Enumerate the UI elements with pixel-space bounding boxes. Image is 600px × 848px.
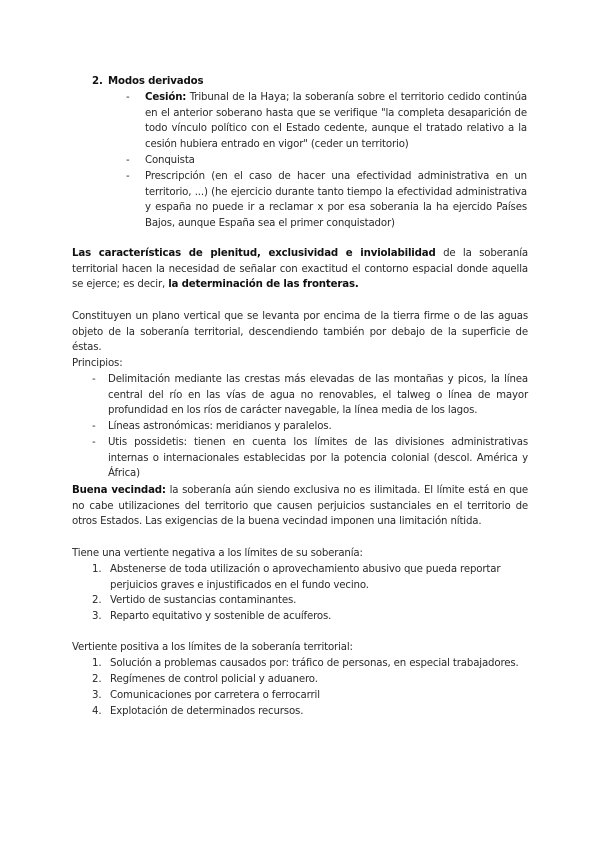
principle-item: Delimitación mediante las crestas más elevadas de las montañas y picos, la línea central del río en las vías de agua no renovables, el talweg o línea de mayor profundidad en los ríos de carácter navegable, la línea media de los lagos. [108,374,528,417]
positive-heading: Vertiente positiva a los límites de la soberanía territorial: [72,642,353,653]
good-neighbor-paragraph: Buena vecindad: la soberanía aún siendo exclusiva no es ilimitada. El límite está en que no cabe utilizaciones del territorio que causen perjuicios sustanciales en el territorio de otros Estados. Las exigencias de la buena vecindad imponen una limitación nítida. [72,485,529,528]
list-bullet: - [126,171,130,182]
list-item-prescripcion: Prescripción (en el caso de hacer una efectividad administrativa en un territorio, ...) (he ejercicio durante tanto tiempo la efectividad administrativa y españa no puede ir a reclamar x por esa soberania la ha ejercido Países Bajos, aunque España sea el primer conquistador) [145,171,527,229]
list-number: 2. [92,674,102,685]
principle-item: Utis possidetis: tienen en cuenta los límites de las divisiones administrativas internas o internacionales establecidas por la potencia colonial (descol. América y África) [108,437,528,480]
negative-heading: Tiene una vertiente negativa a los límites de su soberanía: [72,548,363,559]
principle-item: Líneas astronómicas: meridianos y paralelos. [108,421,332,432]
list-bullet: - [92,437,96,448]
list-number: 3. [92,690,102,701]
positive-item: Regímenes de control policial y aduanero. [110,674,318,685]
list-item-cesion [145,90,527,152]
list-item-conquista: Conquista [145,155,195,166]
cesion-text: Tribunal de la Haya; la soberanía sobre el territorio cedido continúa en el anterior soberano hasta que se verifique "la completa desaparición de todo vínculo político con el Estado cedente, aunque el tratado relativo a la cesión hubiera entrado en vigor" (ceder un territorio) [145,92,527,150]
plane-paragraph: Constituyen un plano vertical que se levanta por encima de la tierra firme o de las aguas objeto de la soberanía territorial, descendiendo también por debajo de la superficie de éstas. [72,311,528,354]
positive-item: Comunicaciones por carretera o ferrocarril [110,690,320,701]
list-number: 1. [92,564,102,575]
negative-item: Reparto equitativo y sostenible de acuíferos. [110,611,332,622]
negative-item: Vertido de sustancias contaminantes. [110,595,297,606]
list-number: 2. [92,595,102,606]
characteristics-paragraph: Las características de plenitud, exclusividad e inviolabilidad de la soberanía territorial hacen la necesidad de señalar con exactitud el contorno espacial donde aquella se ejerce; es decir, la determinación de las fronteras. [72,248,528,291]
positive-item: Solución a problemas causados por: tráfico de personas, en especial trabajadores. [110,658,519,669]
cesion-label: Cesión: [145,92,187,103]
negative-item: Abstenerse de toda utilización o aprovechamiento abusivo que pueda reportar perjuicios graves e injustificados en el fundo vecino. [110,564,501,591]
section-heading [92,74,103,90]
section-title: Modos derivados [108,76,204,87]
list-bullet: - [126,155,130,166]
principles-heading: Principios: [72,358,123,369]
list-bullet: - [92,374,96,385]
list-bullet: - [126,92,130,103]
list-number: 3. [92,611,102,622]
list-number: 4. [92,706,102,717]
list-number: 1. [92,658,102,669]
positive-item: Explotación de determinados recursos. [110,706,304,717]
list-bullet: - [92,421,96,432]
section-number: 2. [92,76,103,87]
